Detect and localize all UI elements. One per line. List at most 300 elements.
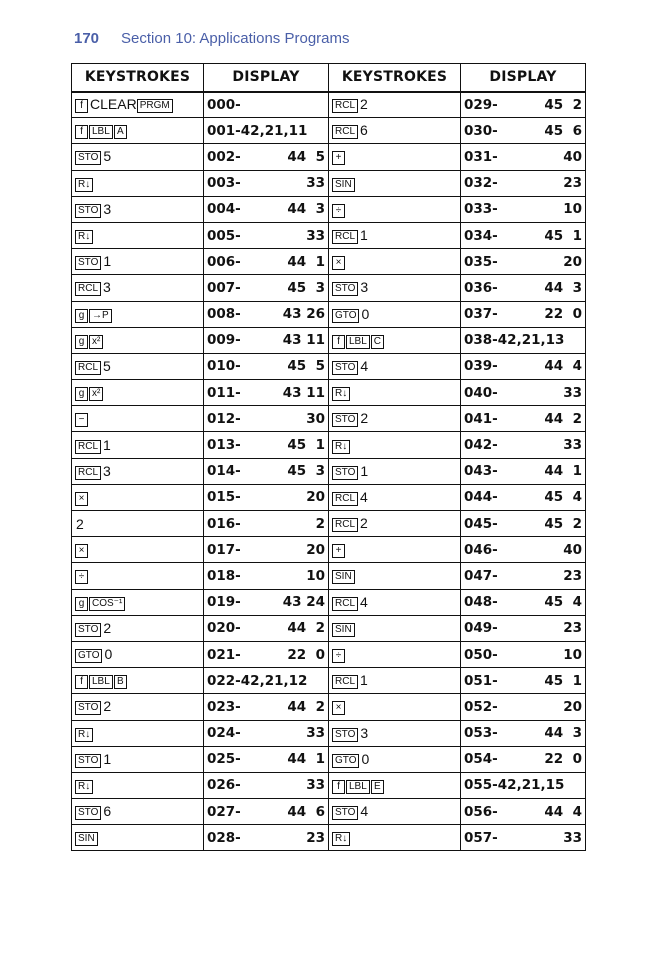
display-cell bbox=[204, 746, 329, 772]
display-step-code: 018- bbox=[207, 567, 241, 584]
display-cell bbox=[461, 484, 586, 510]
keystroke-cell bbox=[72, 144, 204, 170]
keystroke-text: 1 bbox=[360, 227, 368, 244]
display-keycode: 45 1 bbox=[287, 437, 325, 454]
display-cell bbox=[461, 694, 586, 720]
display-step-code: 021- bbox=[207, 646, 241, 663]
display-keycode: 45 2 bbox=[544, 96, 582, 113]
table-row bbox=[72, 353, 586, 379]
keystroke-cell bbox=[72, 615, 204, 641]
display-step-code: 052- bbox=[464, 698, 498, 715]
keystroke-text: 0 bbox=[104, 646, 113, 663]
keystroke-text: 0 bbox=[361, 750, 370, 767]
keystroke-text: 4 bbox=[360, 593, 368, 610]
display-cell bbox=[204, 720, 329, 746]
display-cell bbox=[204, 118, 329, 144]
keystroke-cell bbox=[329, 249, 461, 275]
display-step-code: 003- bbox=[207, 175, 241, 192]
keystroke-cell bbox=[329, 746, 461, 772]
display-step-code: 038-42,21,13 bbox=[464, 332, 565, 349]
table-row bbox=[72, 537, 586, 563]
display-step-code: 050- bbox=[464, 646, 498, 663]
keystroke-cell bbox=[329, 589, 461, 615]
calculator-key: SIN bbox=[332, 623, 355, 637]
calculator-key: g bbox=[75, 335, 88, 349]
display-step-code: 043- bbox=[464, 463, 498, 480]
calculator-key: RCL bbox=[332, 99, 358, 113]
display-step-code: 031- bbox=[464, 148, 498, 165]
display-keycode: 10 bbox=[306, 567, 325, 584]
calculator-key: STO bbox=[332, 728, 358, 742]
keystroke-cell bbox=[329, 615, 461, 641]
table-row bbox=[72, 118, 586, 144]
keystroke-cell bbox=[329, 144, 461, 170]
display-step-code: 057- bbox=[464, 829, 498, 846]
display-step-code: 007- bbox=[207, 279, 241, 296]
calculator-key: RCL bbox=[75, 282, 101, 296]
display-cell bbox=[461, 275, 586, 301]
display-keycode: 22 0 bbox=[544, 751, 582, 768]
display-step-code: 049- bbox=[464, 620, 498, 637]
keystroke-cell bbox=[329, 327, 461, 353]
keystroke-cell bbox=[72, 432, 204, 458]
display-keycode: 23 bbox=[563, 175, 582, 192]
display-step-code: 006- bbox=[207, 253, 241, 270]
table-row bbox=[72, 275, 586, 301]
calculator-key: GTO bbox=[332, 309, 359, 323]
display-keycode: 43 11 bbox=[282, 332, 325, 349]
keystroke-cell bbox=[72, 118, 204, 144]
display-cell bbox=[204, 92, 329, 118]
keystroke-cell bbox=[329, 196, 461, 222]
keystroke-text: CLEAR bbox=[90, 96, 137, 113]
keystroke-cell bbox=[72, 668, 204, 694]
display-keycode: 45 4 bbox=[544, 489, 582, 506]
keystroke-cell bbox=[72, 825, 204, 851]
display-cell bbox=[204, 301, 329, 327]
table-row bbox=[72, 222, 586, 248]
display-keycode: 33 bbox=[306, 227, 325, 244]
display-keycode: 22 0 bbox=[287, 646, 325, 663]
keystroke-cell bbox=[72, 222, 204, 248]
calculator-key: R↓ bbox=[75, 780, 93, 794]
display-keycode: 44 1 bbox=[287, 253, 325, 270]
display-step-code: 013- bbox=[207, 437, 241, 454]
keystroke-text: 3 bbox=[103, 279, 111, 296]
display-cell bbox=[204, 668, 329, 694]
display-cell bbox=[204, 196, 329, 222]
calculator-key: R↓ bbox=[75, 728, 93, 742]
display-step-code: 055-42,21,15 bbox=[464, 777, 565, 794]
column-header-display: DISPLAY bbox=[461, 64, 586, 92]
display-step-code: 010- bbox=[207, 358, 241, 375]
keystroke-cell bbox=[72, 589, 204, 615]
calculator-key: LBL bbox=[89, 125, 113, 139]
keystroke-cell bbox=[329, 432, 461, 458]
table-row bbox=[72, 301, 586, 327]
keystroke-cell bbox=[329, 380, 461, 406]
display-cell bbox=[204, 249, 329, 275]
display-keycode: 44 2 bbox=[287, 698, 325, 715]
calculator-key: + bbox=[332, 151, 345, 165]
display-cell bbox=[461, 222, 586, 248]
display-cell bbox=[461, 144, 586, 170]
keystroke-cell bbox=[329, 537, 461, 563]
display-step-code: 029- bbox=[464, 96, 498, 113]
display-cell bbox=[461, 432, 586, 458]
calculator-key: f bbox=[332, 335, 345, 349]
display-cell bbox=[204, 563, 329, 589]
keystroke-cell bbox=[329, 772, 461, 798]
calculator-key: A bbox=[114, 125, 127, 139]
display-cell bbox=[461, 589, 586, 615]
keystroke-cell bbox=[72, 353, 204, 379]
display-keycode: 23 bbox=[563, 620, 582, 637]
display-step-code: 023- bbox=[207, 698, 241, 715]
table-row bbox=[72, 589, 586, 615]
table-row bbox=[72, 668, 586, 694]
calculator-key: C bbox=[371, 335, 384, 349]
display-step-code: 051- bbox=[464, 672, 498, 689]
display-keycode: 44 1 bbox=[287, 751, 325, 768]
calculator-key: − bbox=[75, 413, 88, 427]
display-keycode: 33 bbox=[563, 829, 582, 846]
keystroke-cell bbox=[329, 825, 461, 851]
calculator-key: COS⁻¹ bbox=[89, 597, 125, 611]
keystroke-text: 2 bbox=[103, 698, 112, 715]
display-cell bbox=[204, 694, 329, 720]
table-row bbox=[72, 249, 586, 275]
calculator-key: ÷ bbox=[332, 649, 345, 663]
display-cell bbox=[461, 615, 586, 641]
section-title: Section 10: Applications Programs bbox=[121, 30, 350, 47]
display-step-code: 005- bbox=[207, 227, 241, 244]
display-keycode: 40 bbox=[563, 541, 582, 558]
keystroke-cell bbox=[72, 327, 204, 353]
calculator-key: RCL bbox=[332, 518, 358, 532]
display-cell bbox=[204, 380, 329, 406]
display-step-code: 000- bbox=[207, 96, 241, 113]
display-cell bbox=[461, 668, 586, 694]
display-step-code: 040- bbox=[464, 384, 498, 401]
calculator-key: g bbox=[75, 309, 88, 323]
calculator-key: R↓ bbox=[332, 440, 350, 454]
calculator-key: RCL bbox=[75, 466, 101, 480]
page-header bbox=[74, 30, 350, 47]
table-row bbox=[72, 694, 586, 720]
display-step-code: 004- bbox=[207, 201, 241, 218]
table-row bbox=[72, 641, 586, 667]
keystroke-text: 2 bbox=[103, 619, 112, 636]
keystroke-cell bbox=[72, 249, 204, 275]
display-cell bbox=[461, 92, 586, 118]
calculator-key: STO bbox=[75, 806, 101, 820]
display-keycode: 45 5 bbox=[287, 358, 325, 375]
calculator-key: →P bbox=[89, 309, 112, 323]
display-cell bbox=[204, 589, 329, 615]
display-step-code: 022-42,21,12 bbox=[207, 672, 308, 689]
display-keycode: 33 bbox=[563, 384, 582, 401]
calculator-key: GTO bbox=[332, 754, 359, 768]
display-cell bbox=[461, 249, 586, 275]
display-cell bbox=[204, 170, 329, 196]
display-keycode: 33 bbox=[306, 175, 325, 192]
display-cell bbox=[461, 537, 586, 563]
display-cell bbox=[204, 144, 329, 170]
page-number: 170 bbox=[74, 30, 100, 47]
keystroke-cell bbox=[329, 170, 461, 196]
display-keycode: 45 4 bbox=[544, 594, 582, 611]
calculator-key: RCL bbox=[75, 361, 101, 375]
display-step-code: 012- bbox=[207, 410, 241, 427]
display-keycode: 44 6 bbox=[287, 803, 325, 820]
display-step-code: 039- bbox=[464, 358, 498, 375]
table-row bbox=[72, 484, 586, 510]
calculator-key: STO bbox=[332, 466, 358, 480]
table-row bbox=[72, 406, 586, 432]
display-keycode: 44 5 bbox=[287, 148, 325, 165]
display-cell bbox=[461, 380, 586, 406]
keystroke-text: 1 bbox=[360, 462, 369, 479]
display-cell bbox=[204, 772, 329, 798]
table-row bbox=[72, 615, 586, 641]
table-row bbox=[72, 380, 586, 406]
display-cell bbox=[461, 406, 586, 432]
calculator-key: × bbox=[332, 701, 345, 715]
display-step-code: 034- bbox=[464, 227, 498, 244]
keystroke-cell bbox=[329, 406, 461, 432]
display-cell bbox=[204, 615, 329, 641]
display-step-code: 024- bbox=[207, 725, 241, 742]
calculator-key: STO bbox=[75, 256, 101, 270]
display-step-code: 025- bbox=[207, 751, 241, 768]
calculator-key: LBL bbox=[346, 780, 370, 794]
table-row bbox=[72, 170, 586, 196]
keystroke-cell bbox=[72, 380, 204, 406]
calculator-key: f bbox=[75, 125, 88, 139]
column-header-display: DISPLAY bbox=[204, 64, 329, 92]
keystroke-cell bbox=[329, 799, 461, 825]
column-header-keystrokes: KEYSTROKES bbox=[329, 64, 461, 92]
display-step-code: 020- bbox=[207, 620, 241, 637]
display-keycode: 33 bbox=[306, 777, 325, 794]
calculator-key: RCL bbox=[332, 675, 358, 689]
display-keycode: 20 bbox=[563, 253, 582, 270]
display-step-code: 045- bbox=[464, 515, 498, 532]
calculator-key: f bbox=[75, 99, 88, 113]
calculator-key: RCL bbox=[332, 597, 358, 611]
display-step-code: 033- bbox=[464, 201, 498, 218]
keystroke-text: 1 bbox=[103, 750, 112, 767]
keystroke-text: 2 bbox=[360, 515, 368, 532]
calculator-key: STO bbox=[75, 151, 101, 165]
calculator-key: RCL bbox=[332, 230, 358, 244]
display-keycode: 44 4 bbox=[544, 358, 582, 375]
calculator-key: ÷ bbox=[332, 204, 345, 218]
display-step-code: 054- bbox=[464, 751, 498, 768]
calculator-key: RCL bbox=[75, 440, 101, 454]
calculator-key: E bbox=[371, 780, 384, 794]
display-keycode: 10 bbox=[563, 201, 582, 218]
calculator-key: × bbox=[75, 544, 88, 558]
display-step-code: 011- bbox=[207, 384, 241, 401]
calculator-key: ÷ bbox=[75, 570, 88, 584]
column-header-keystrokes: KEYSTROKES bbox=[72, 64, 204, 92]
display-cell bbox=[204, 353, 329, 379]
display-cell bbox=[204, 406, 329, 432]
calculator-key: g bbox=[75, 597, 88, 611]
calculator-key: x² bbox=[89, 335, 103, 349]
keystroke-cell bbox=[329, 641, 461, 667]
display-cell bbox=[204, 537, 329, 563]
calculator-key: GTO bbox=[75, 649, 102, 663]
calculator-key: f bbox=[332, 780, 345, 794]
table-header-row bbox=[72, 64, 586, 92]
display-keycode: 44 3 bbox=[544, 725, 582, 742]
table-body bbox=[72, 92, 586, 851]
display-keycode: 43 11 bbox=[282, 384, 325, 401]
keystroke-cell bbox=[72, 92, 204, 118]
calculator-key: x² bbox=[89, 387, 103, 401]
table-row bbox=[72, 196, 586, 222]
display-keycode: 45 1 bbox=[544, 227, 582, 244]
calculator-key: SIN bbox=[332, 570, 355, 584]
keystroke-cell bbox=[329, 222, 461, 248]
keystroke-cell bbox=[329, 511, 461, 537]
keystroke-cell bbox=[72, 484, 204, 510]
calculator-key: PRGM bbox=[137, 99, 173, 113]
display-keycode: 10 bbox=[563, 646, 582, 663]
display-step-code: 017- bbox=[207, 541, 241, 558]
display-step-code: 016- bbox=[207, 515, 241, 532]
display-keycode: 43 24 bbox=[282, 594, 325, 611]
keystroke-cell bbox=[329, 694, 461, 720]
keystroke-cell bbox=[329, 118, 461, 144]
display-step-code: 053- bbox=[464, 725, 498, 742]
table-row bbox=[72, 799, 586, 825]
calculator-key: STO bbox=[332, 413, 358, 427]
display-step-code: 047- bbox=[464, 567, 498, 584]
keystroke-cell bbox=[329, 92, 461, 118]
display-keycode: 44 4 bbox=[544, 803, 582, 820]
keystroke-text: 3 bbox=[103, 462, 111, 479]
calculator-key: R↓ bbox=[332, 832, 350, 846]
table-row bbox=[72, 432, 586, 458]
calculator-key: R↓ bbox=[75, 178, 93, 192]
keystroke-cell bbox=[329, 458, 461, 484]
keystroke-cell bbox=[72, 170, 204, 196]
keystroke-text: 0 bbox=[361, 305, 370, 322]
table-row bbox=[72, 92, 586, 118]
keystroke-text: 2 bbox=[360, 96, 368, 113]
display-step-code: 035- bbox=[464, 253, 498, 270]
calculator-key: × bbox=[75, 492, 88, 506]
keystroke-cell bbox=[72, 720, 204, 746]
display-cell bbox=[461, 511, 586, 537]
display-cell bbox=[204, 222, 329, 248]
display-cell bbox=[461, 458, 586, 484]
display-cell bbox=[461, 301, 586, 327]
display-cell bbox=[204, 458, 329, 484]
display-step-code: 032- bbox=[464, 175, 498, 192]
display-step-code: 028- bbox=[207, 829, 241, 846]
table-row bbox=[72, 458, 586, 484]
display-step-code: 015- bbox=[207, 489, 241, 506]
display-cell bbox=[204, 484, 329, 510]
calculator-key: + bbox=[332, 544, 345, 558]
display-step-code: 026- bbox=[207, 777, 241, 794]
display-cell bbox=[461, 825, 586, 851]
calculator-key: R↓ bbox=[75, 230, 93, 244]
calculator-key: × bbox=[332, 256, 345, 270]
display-cell bbox=[204, 432, 329, 458]
table-row bbox=[72, 511, 586, 537]
table-row bbox=[72, 772, 586, 798]
display-step-code: 044- bbox=[464, 489, 498, 506]
keystroke-text: 1 bbox=[103, 436, 111, 453]
keystroke-text: 2 bbox=[76, 515, 84, 532]
keystroke-cell bbox=[72, 301, 204, 327]
keystroke-text: 6 bbox=[360, 122, 368, 139]
calculator-key: STO bbox=[75, 701, 101, 715]
keystroke-cell bbox=[329, 353, 461, 379]
calculator-key: STO bbox=[75, 623, 101, 637]
keystroke-text: 1 bbox=[103, 253, 112, 270]
display-cell bbox=[461, 353, 586, 379]
display-keycode: 33 bbox=[563, 437, 582, 454]
display-step-code: 046- bbox=[464, 541, 498, 558]
display-step-code: 037- bbox=[464, 306, 498, 323]
display-keycode: 22 0 bbox=[544, 306, 582, 323]
display-keycode: 44 2 bbox=[287, 620, 325, 637]
table-row bbox=[72, 825, 586, 851]
display-cell bbox=[461, 563, 586, 589]
display-step-code: 027- bbox=[207, 803, 241, 820]
display-keycode: 20 bbox=[306, 489, 325, 506]
display-cell bbox=[204, 799, 329, 825]
display-cell bbox=[204, 327, 329, 353]
display-step-code: 002- bbox=[207, 148, 241, 165]
display-keycode: 23 bbox=[306, 829, 325, 846]
keystroke-cell bbox=[72, 746, 204, 772]
keystroke-text: 4 bbox=[360, 488, 368, 505]
display-keycode: 45 2 bbox=[544, 515, 582, 532]
display-keycode: 43 26 bbox=[282, 306, 325, 323]
display-cell bbox=[204, 275, 329, 301]
calculator-key: STO bbox=[332, 806, 358, 820]
display-keycode: 45 3 bbox=[287, 463, 325, 480]
calculator-key: f bbox=[75, 675, 88, 689]
display-cell bbox=[461, 118, 586, 144]
display-step-code: 019- bbox=[207, 594, 241, 611]
calculator-key: RCL bbox=[332, 125, 358, 139]
keystroke-text: 6 bbox=[103, 803, 112, 820]
display-keycode: 45 3 bbox=[287, 279, 325, 296]
display-keycode: 44 1 bbox=[544, 463, 582, 480]
display-cell bbox=[461, 170, 586, 196]
table-row bbox=[72, 746, 586, 772]
keystroke-cell bbox=[72, 458, 204, 484]
display-step-code: 008- bbox=[207, 306, 241, 323]
program-listing-table bbox=[71, 63, 586, 851]
keystroke-text: 4 bbox=[360, 803, 369, 820]
calculator-key: STO bbox=[75, 754, 101, 768]
display-keycode: 23 bbox=[563, 567, 582, 584]
calculator-key: LBL bbox=[346, 335, 370, 349]
display-step-code: 009- bbox=[207, 332, 241, 349]
display-step-code: 056- bbox=[464, 803, 498, 820]
display-cell bbox=[204, 641, 329, 667]
